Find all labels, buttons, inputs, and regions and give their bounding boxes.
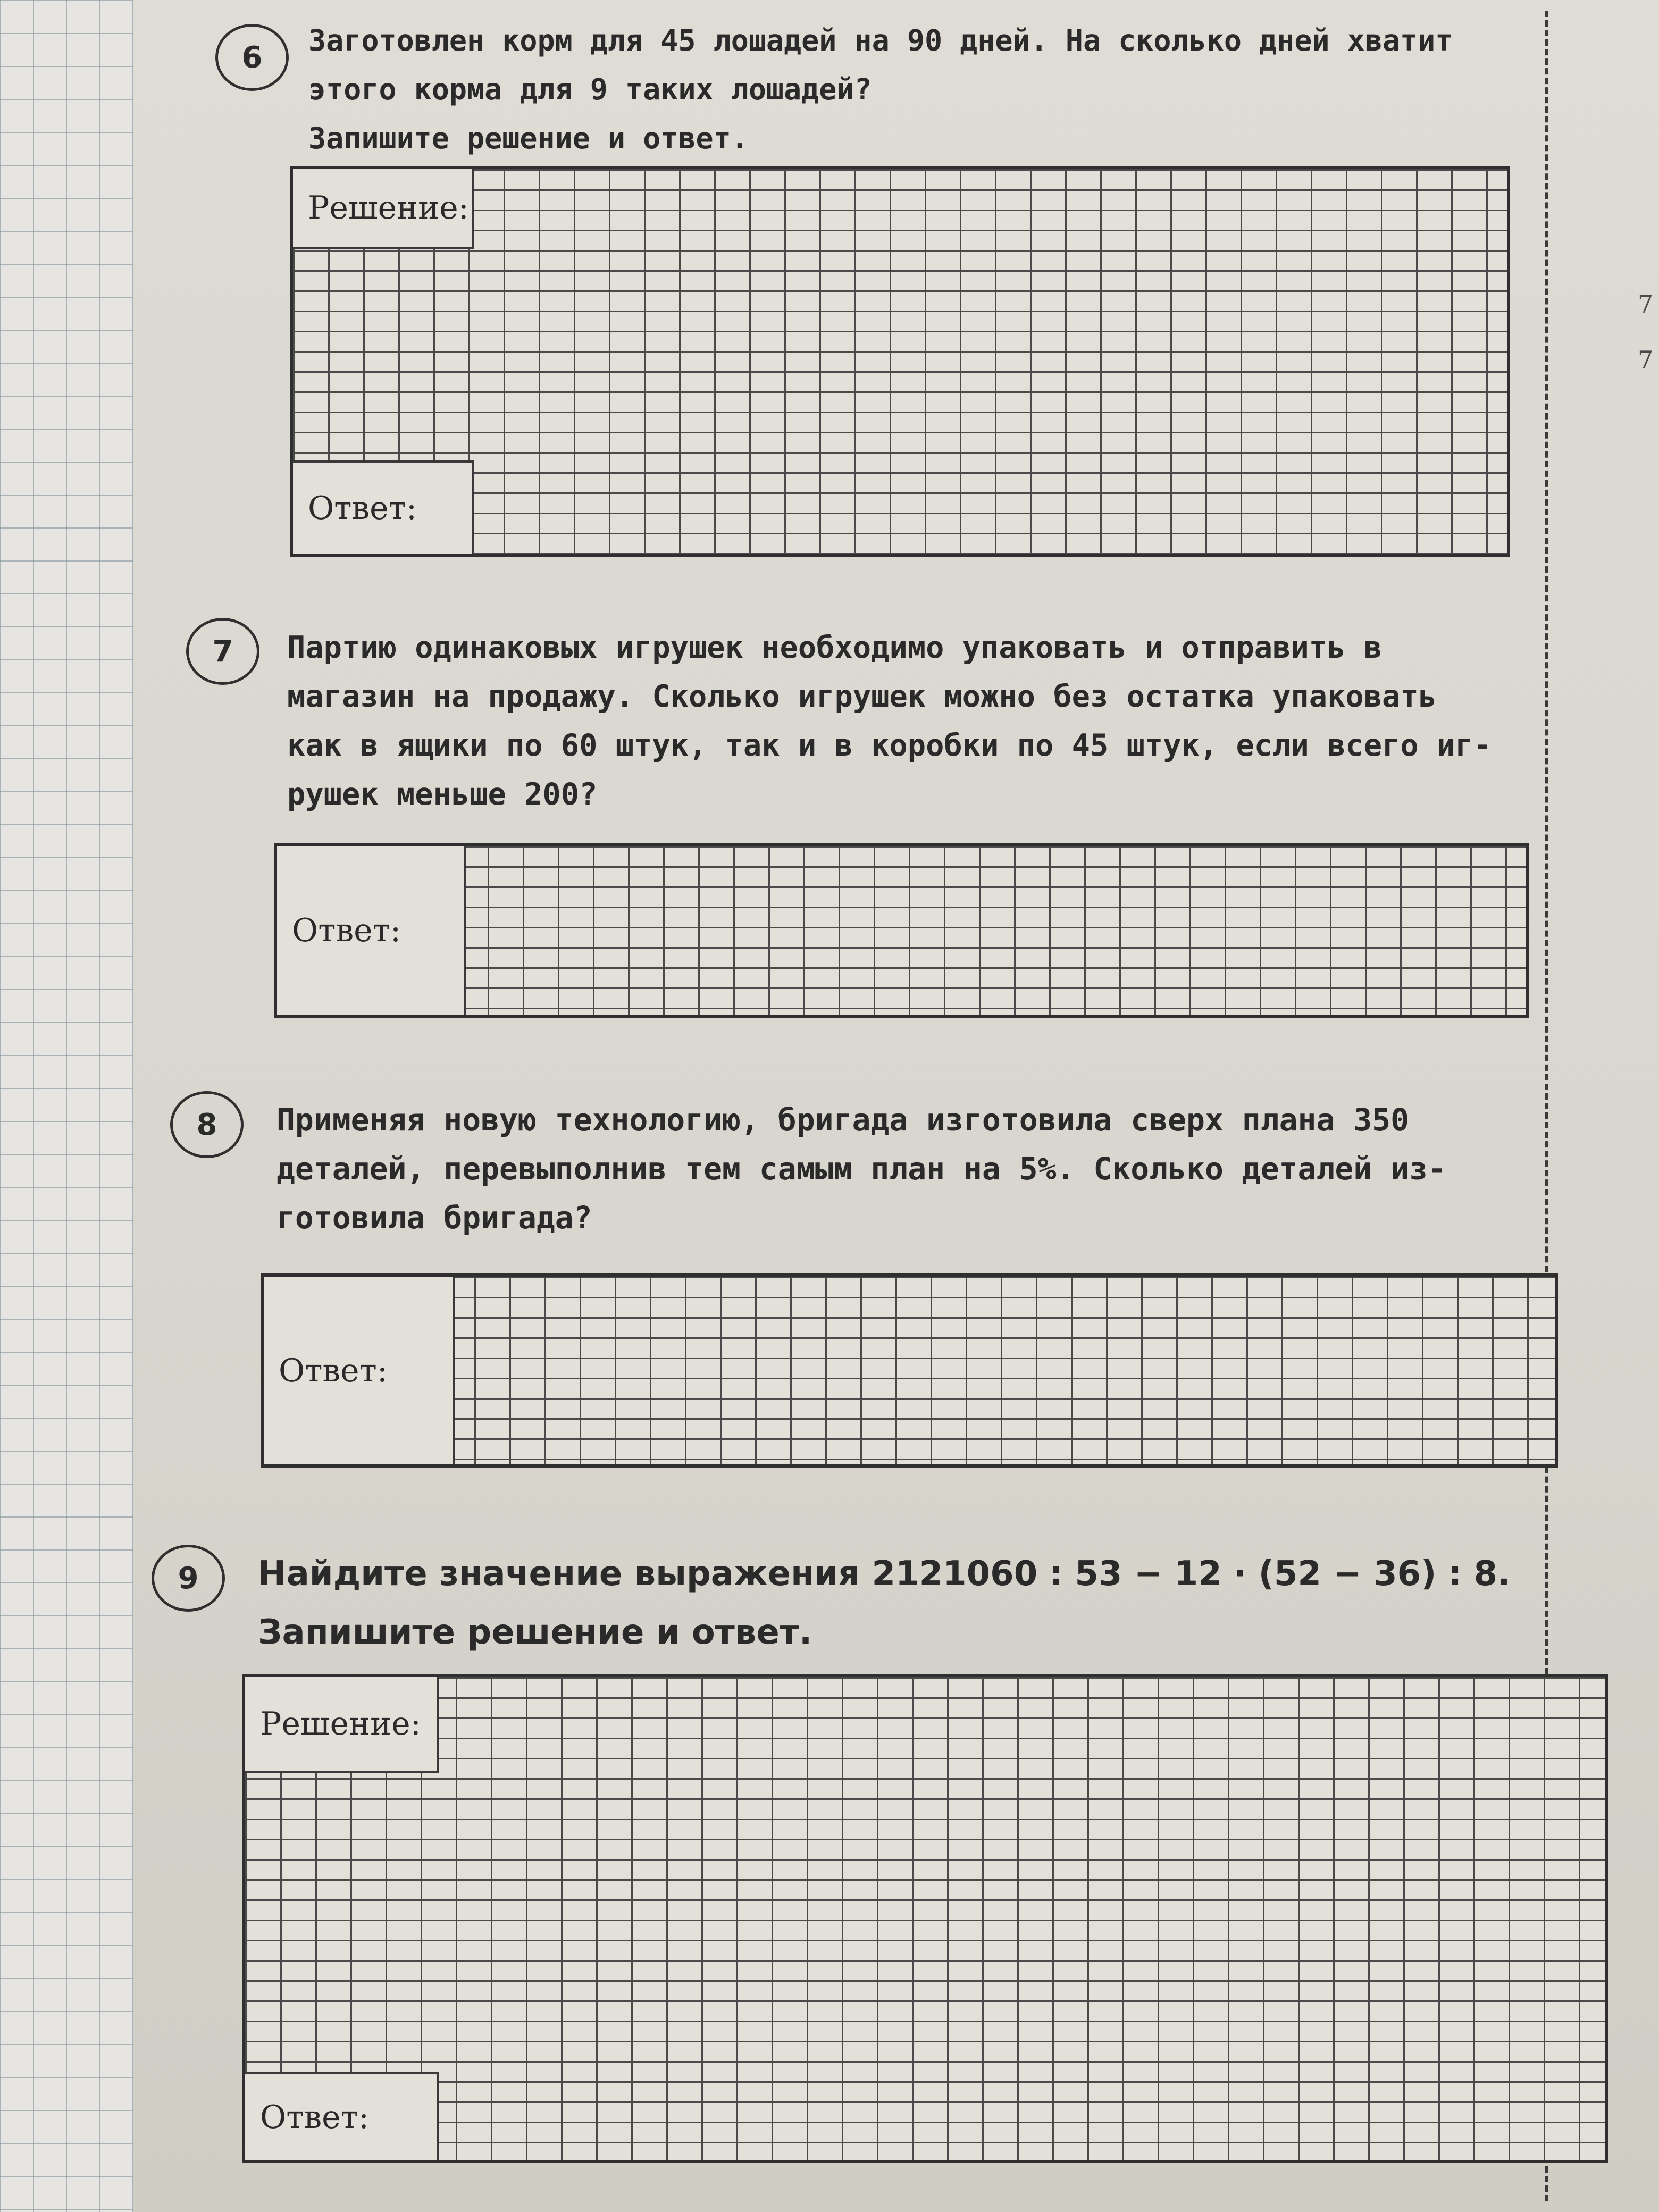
task-9-number: 9 — [152, 1545, 225, 1612]
task-7-line: Партию одинаковых игрушек необходимо упаковать и отправить в — [287, 630, 1382, 665]
task-9-solution-label: Решение: — [245, 1677, 439, 1773]
task-8-line: Применяя новую технологию, бригада изготовила сверх плана 350 — [276, 1102, 1410, 1138]
margin-note: 7 — [1638, 346, 1654, 374]
task-7-line: рушек меньше 200? — [287, 777, 598, 812]
task-8-line: деталей, перевыполнив тем самым план на 5%. Сколько деталей из- — [276, 1151, 1446, 1187]
task-8-answer-grid[interactable] — [261, 1273, 1558, 1468]
task-6-answer-label: Ответ: — [293, 460, 474, 554]
task-6-line: этого корма для 9 таких лошадей? — [308, 72, 872, 106]
task-7-line: магазин на продажу. Сколько игрушек можно без остатка упаковать — [287, 679, 1437, 714]
task-9-answer-label: Ответ: — [245, 2072, 439, 2160]
task-9-solution-grid[interactable] — [242, 1674, 1608, 2163]
notebook-grid-strip — [0, 0, 135, 2212]
margin-note: 7 — [1638, 290, 1654, 319]
task-9-line: Запишите решение и ответ. — [258, 1613, 812, 1652]
task-9-line: Найдите значение выражения 2121060 : 53 − 12 · (52 − 36) : 8. — [258, 1554, 1511, 1594]
task-8-answer-label: Ответ: — [264, 1277, 455, 1464]
task-7-line: как в ящики по 60 штук, так и в коробки по 45 штук, если всего иг- — [287, 728, 1492, 763]
task-6-solution-grid[interactable] — [290, 166, 1510, 557]
task-8-number: 8 — [170, 1091, 244, 1158]
task-6-line: Запишите решение и ответ. — [308, 121, 749, 155]
task-7-text — [287, 623, 1492, 819]
task-6-line: Заготовлен корм для 45 лошадей на 90 дней. На сколько дней хватит — [308, 23, 1453, 57]
task-8-line: готовила бригада? — [276, 1200, 592, 1236]
task-6-number: 6 — [215, 24, 289, 91]
task-9-text — [258, 1545, 1510, 1662]
task-7-answer-label: Ответ: — [277, 846, 466, 1015]
task-6-solution-label: Решение: — [293, 169, 474, 249]
task-8-text — [276, 1095, 1446, 1242]
task-6-text — [308, 16, 1453, 163]
task-7-number: 7 — [186, 618, 259, 685]
task-7-answer-grid[interactable] — [274, 843, 1529, 1018]
